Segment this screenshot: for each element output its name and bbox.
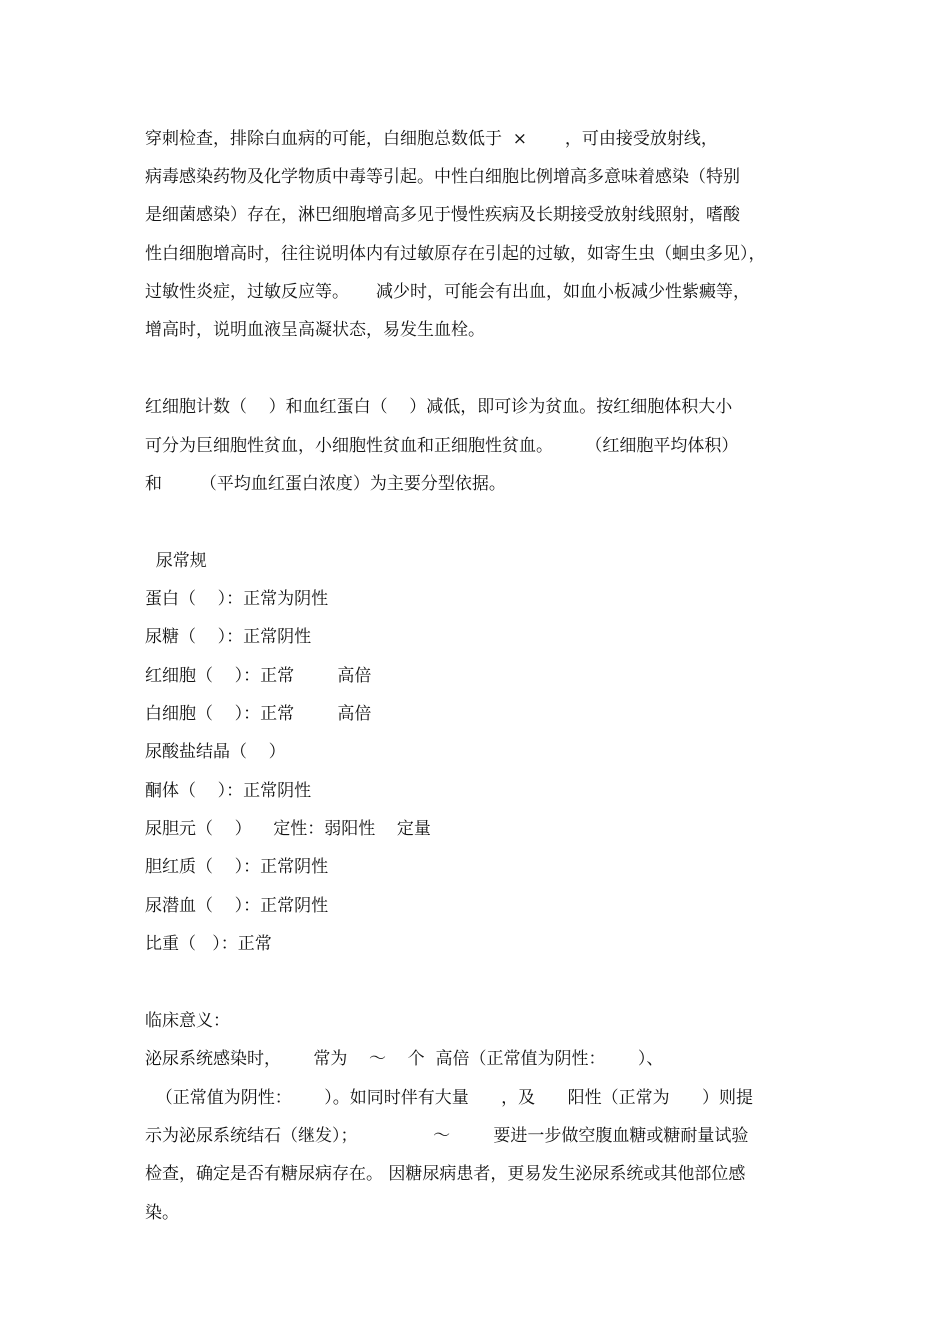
paragraph1-line: 性白细胞增高时，往往说明体内有过敏原存在引起的过敏，如寄生虫（蛔虫多见）， <box>145 244 766 264</box>
clinical-line: 泌尿系统感染时， 常为 ～ 个 高倍（正常值为阴性： ）、 <box>145 1049 664 1069</box>
clinical-heading: 临床意义： <box>145 1011 230 1031</box>
paragraph1-line: 增高时，说明血液呈高凝状态，易发生血栓。 <box>145 320 485 340</box>
urine-item: 红细胞（ ）：正常 高倍 <box>145 666 372 686</box>
urine-item: 酮体（ ）：正常阴性 <box>145 781 312 801</box>
urine-item: 尿胆元（ ） 定性：弱阳性 定量 <box>145 819 431 839</box>
urine-item: 尿糖（ ）：正常阴性 <box>145 627 312 647</box>
clinical-line: （正常值为阴性： ）。如同时伴有大量 ，及 阳性（正常为 ）则提 <box>145 1088 753 1108</box>
paragraph1-line: 病毒感染药物及化学物质中毒等引起。中性白细胞比例增高多意味着感染（特别 <box>145 167 740 187</box>
paragraph1-line: 穿刺检查，排除白血病的可能，白细胞总数低于 × ，可由接受放射线， <box>145 129 718 149</box>
paragraph2-line: 可分为巨细胞性贫血，小细胞性贫血和正细胞性贫血。 （红细胞平均体积） <box>145 436 739 456</box>
clinical-line: 示为泌尿系统结石（继发）； ～ 要进一步做空腹血糖或糖耐量试验 <box>145 1126 749 1146</box>
clinical-line: 检查，确定是否有糖尿病存在。 因糖尿病患者，更易发生泌尿系统或其他部位感 <box>145 1164 746 1184</box>
paragraph1-line: 过敏性炎症，过敏反应等。 减少时，可能会有出血，如血小板减少性紫癜等， <box>145 282 751 302</box>
paragraph2-line: 红细胞计数（ ）和血红蛋白（ ）减低，即可诊为贫血。按红细胞体积大小 <box>145 397 733 417</box>
clinical-line: 染。 <box>145 1203 179 1223</box>
urine-item: 比重（ ）：正常 <box>145 934 272 954</box>
urine-routine-heading: 尿常规 <box>145 551 207 571</box>
urine-item: 蛋白（ ）：正常为阴性 <box>145 589 329 609</box>
paragraph2-line: 和 （平均血红蛋白浓度）为主要分型依据。 <box>145 474 506 494</box>
urine-item: 尿酸盐结晶（ ） <box>145 742 286 762</box>
urine-item: 胆红质（ ）：正常阴性 <box>145 857 329 877</box>
urine-item: 尿潜血（ ）：正常阴性 <box>145 896 329 916</box>
urine-item: 白细胞（ ）：正常 高倍 <box>145 704 372 724</box>
paragraph1-line: 是细菌感染）存在，淋巴细胞增高多见于慢性疾病及长期接受放射线照射，嗜酸 <box>145 205 740 225</box>
